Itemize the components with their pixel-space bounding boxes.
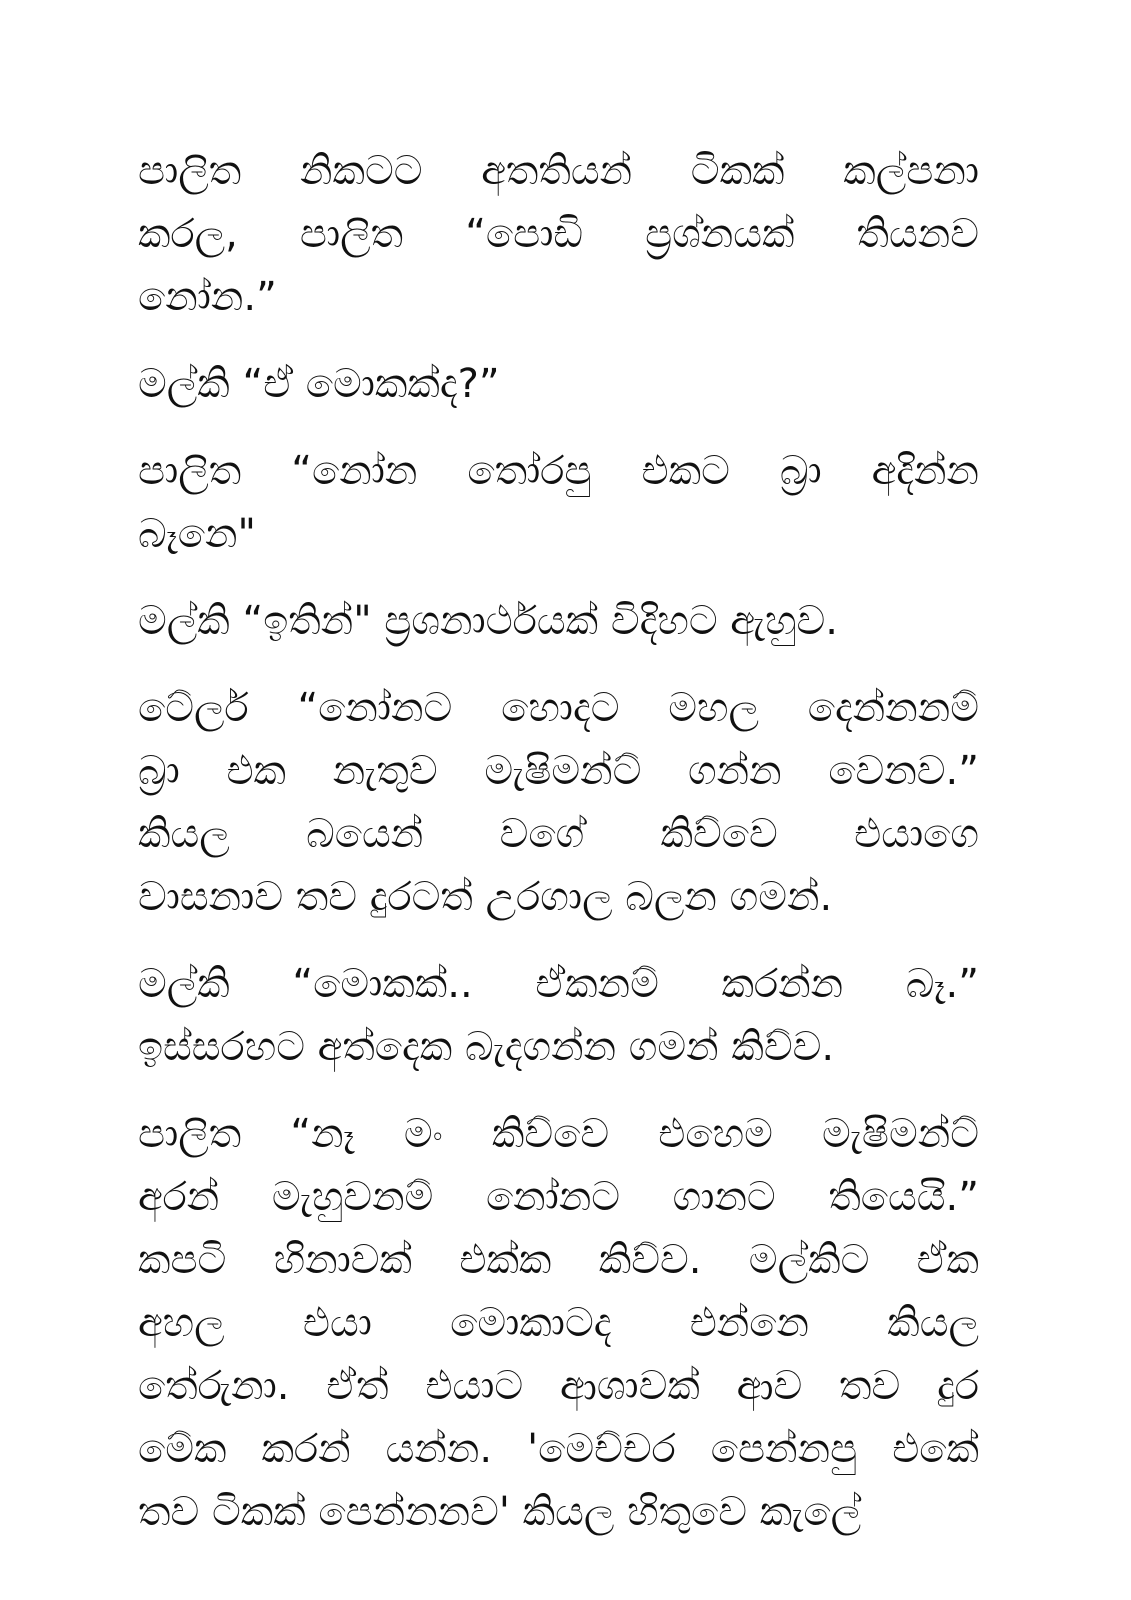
text-line: ටේලර් “නෝනට හොදට මහල දෙන්නනම් — [138, 685, 979, 731]
paragraph-7 — [138, 1103, 979, 1544]
text-line: ඉස්සරහට අත්දෙක බැදගන්න ගමන් කිව්ව. — [138, 1024, 835, 1070]
text-line: කරල, පාලිත “පොඩි ප්‍රශ්නයක් තියනව — [138, 211, 979, 257]
text-line: මේක කරන් යන්න. 'මෙච්චර පෙන්නපු එකේ — [138, 1426, 979, 1472]
text-line: බ්‍රා එක නැතුව මැෂිමන්ට් ගන්න වෙනව.” — [138, 748, 979, 794]
text-line: අහල එයා මොකාටද එන්නෙ කියල — [138, 1300, 979, 1346]
paragraph-5 — [138, 677, 979, 929]
paragraph-1 — [138, 140, 979, 329]
text-line: වාසනාව තව දුරටත් උරගාල බලන ගමන්. — [138, 874, 833, 920]
text-line: තව ටිකක් පෙන්නනව' කියල හිතුවෙ කැලේ — [138, 1489, 862, 1535]
text-line: මල්කි “ඉතින්" ප්‍රශනාර්ථයක් විදිහට ඇහුව. — [138, 598, 838, 644]
text-line: පාලිත “නෑ මං කිව්වෙ එහෙම මැෂිමන්ට් — [138, 1111, 979, 1157]
text-line: බෑනෙ" — [138, 511, 256, 557]
text-line: පාලිත නිකටට අතතියන් ටිකක් කල්පනා — [138, 148, 979, 194]
paragraph-2 — [138, 353, 979, 416]
text-line: අරන් මැහුවනම් නෝනට ගානට තියෙයි.” — [138, 1174, 979, 1220]
paragraph-4 — [138, 590, 979, 653]
paragraph-6 — [138, 953, 979, 1079]
text-line: නෝන.” — [138, 274, 277, 320]
text-line: මල්කි “ඒ මොකක්ද?” — [138, 361, 500, 407]
text-line: කපටි හිනාවක් එක්ක කිව්ව. මල්කිට ඒක — [138, 1237, 979, 1283]
text-line: කියල බයෙන් වගේ කිව්වෙ එයාගෙ — [138, 811, 979, 857]
text-line: තේරුනා. ඒත් එයාට ආශාවක් ආව තව දුර — [138, 1363, 979, 1409]
text-line: මල්කි “මොකක්.. ඒකනම් කරන්න බෑ.” — [138, 961, 979, 1007]
text-line: පාලිත “නෝන තෝරපු එකට බ්‍රා අදින්න — [138, 448, 979, 494]
paragraph-3 — [138, 440, 979, 566]
